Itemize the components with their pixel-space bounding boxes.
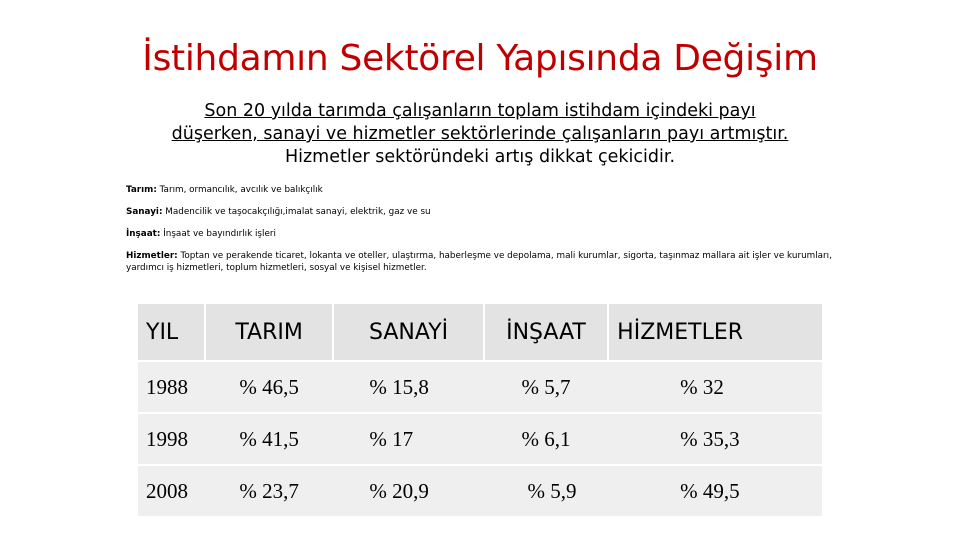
cell-tarim: % 41,5 [205,413,333,465]
cell-hizmetler: % 35,3 [608,413,822,465]
header-sanayi: SANAYİ [333,304,483,361]
subtitle-line-1: Son 20 yılda tarımda çalışanların toplam istihdam içindeki payı [204,101,756,121]
definition-tarim [126,184,836,196]
table-row [138,413,822,465]
cell-insaat: % 6,1 [484,413,608,465]
sector-definitions [126,184,836,284]
header-insaat: İNŞAAT [484,304,608,361]
table-row [138,465,822,517]
definition-insaat [126,228,836,240]
definition-text: Tarım, ormancılık, avcılık ve balıkçılık [156,185,323,195]
cell-year: 1988 [138,361,205,413]
cell-year: 2008 [138,465,205,517]
cell-insaat: % 5,9 [484,465,608,517]
cell-tarim: % 23,7 [205,465,333,517]
cell-sanayi: % 17 [333,413,483,465]
table-row [138,361,822,413]
slide-title: İstihdamın Sektörel Yapısında Değişim [142,38,818,79]
subtitle-line-2: düşerken, sanayi ve hizmetler sektörlerinde çalışanların payı artmıştır. [171,124,789,144]
definition-hizmetler [126,250,836,274]
definition-text: Madencilik ve taşocakçılığı,imalat sanayi, elektrik, gaz ve su [162,207,431,217]
definition-text: İnşaat ve bayındırlık işleri [160,229,276,239]
cell-year: 1998 [138,413,205,465]
cell-hizmetler: % 32 [608,361,822,413]
table-header-row [138,304,822,361]
cell-sanayi: % 20,9 [333,465,483,517]
subtitle [110,100,850,169]
header-hizmetler: HİZMETLER [608,304,822,361]
cell-tarim: % 46,5 [205,361,333,413]
header-yil: YIL [138,304,205,361]
subtitle-line-3: Hizmetler sektöründeki artış dikkat çekicidir. [284,147,676,167]
cell-hizmetler: % 49,5 [608,465,822,517]
definition-sanayi [126,206,836,218]
definition-text: Toptan ve perakende ticaret, lokanta ve oteller, ulaştırma, haberleşme ve depolama, mali kurumlar, sigorta, taşınmaz mallara ait işler ve kurumları, yardımcı iş hizmetleri, toplum hizmetleri, sosyal ve kişisel hizmetler. [126,251,832,273]
definition-term: Tarım: [126,185,157,195]
cell-insaat: % 5,7 [484,361,608,413]
header-tarim: TARIM [205,304,333,361]
cell-sanayi: % 15,8 [333,361,483,413]
definition-term: Hizmetler: [126,251,178,261]
definition-term: İnşaat: [126,229,161,239]
employment-table [138,304,822,518]
definition-term: Sanayi: [126,207,163,217]
